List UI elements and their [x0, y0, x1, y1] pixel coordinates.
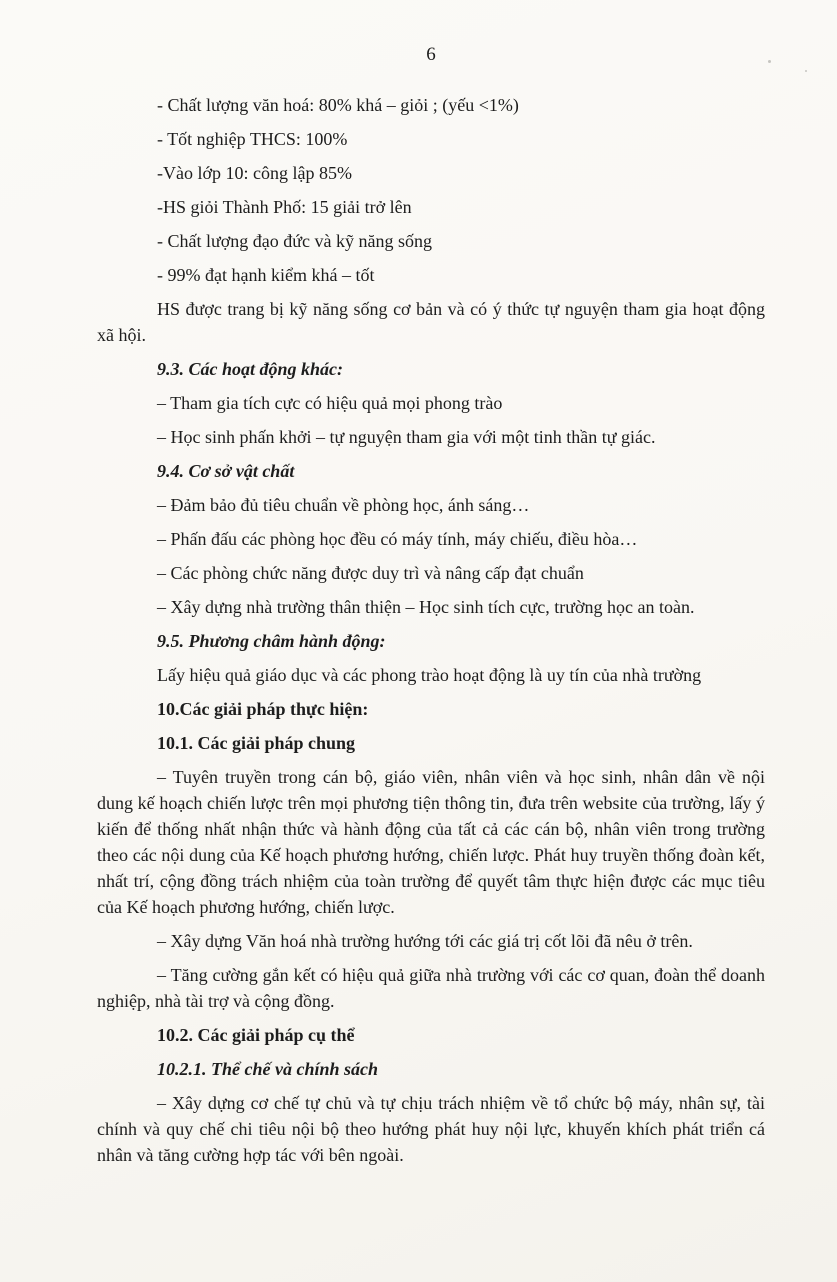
list-item-grade10: -Vào lớp 10: công lập 85% — [157, 163, 352, 183]
paragraph-partnerships: – Tăng cường gắn kết có hiệu quả giữa nhà trường với các cơ quan, đoàn thể doanh nghiệp, nhà tài trợ và cộng đồng. — [97, 965, 765, 1011]
paragraph-autonomy: – Xây dựng cơ chế tự chủ và tự chịu trách nhiệm về tổ chức bộ máy, nhân sự, tài chính và quy chế chi tiêu nội bộ theo hướng phát huy nội lực, khuyến khích phát triển cá nhân và tăng cường hợp tác với bên ngoài. — [97, 1093, 765, 1165]
list-item-participation: – Tham gia tích cực có hiệu quả mọi phong trào — [157, 393, 503, 413]
list-item-student-spirit: – Học sinh phấn khởi – tự nguyện tham gia với một tinh thần tự giác. — [157, 427, 656, 447]
page-number: 6 — [426, 44, 436, 65]
paragraph-propaganda: – Tuyên truyền trong cán bộ, giáo viên, nhân viên và học sinh, nhân dân về nội dung kế hoạch chiến lược trên mọi phương tiện thông tin, đưa trên website của trường, lấy ý kiến để thống nhất nhận thức và hành động của tất cả các cán bộ, nhân viên trong trường theo các nội dung của Kế hoạch phương hướng, chiến lược. Phát huy truyền thống đoàn kết, nhất trí, cộng đồng trách nhiệm của toàn trường để quyết tâm thực hiện được các mục tiêu của Kế hoạch phương hướng, chiến lược. — [97, 767, 765, 917]
list-item-city-awards: -HS giỏi Thành Phố: 15 giải trở lên — [157, 197, 412, 217]
scan-speck — [768, 60, 771, 63]
heading-10-2-1: 10.2.1. Thể chế và chính sách — [157, 1059, 379, 1079]
list-item-ethics: - Chất lượng đạo đức và kỹ năng sống — [157, 231, 432, 251]
heading-10-2: 10.2. Các giải pháp cụ thể — [157, 1025, 355, 1045]
paragraph-life-skills: HS được trang bị kỹ năng sống cơ bản và có ý thức tự nguyện tham gia hoạt động xã hội. — [97, 299, 765, 345]
list-item-equipment: – Phấn đấu các phòng học đều có máy tính, máy chiếu, điều hòa… — [157, 529, 638, 549]
heading-9-5: 9.5. Phương châm hành động: — [157, 631, 386, 651]
heading-9-3: 9.3. Các hoạt động khác: — [157, 359, 344, 379]
heading-9-4: 9.4. Cơ sở vật chất — [157, 461, 295, 481]
list-item-graduation: - Tốt nghiệp THCS: 100% — [157, 129, 348, 149]
scan-speck — [805, 70, 807, 72]
paragraph-motto: Lấy hiệu quả giáo dục và các phong trào hoạt động là uy tín của nhà trường — [157, 665, 702, 685]
list-item-quality-culture: - Chất lượng văn hoá: 80% khá – giỏi ; (yếu <1%) — [157, 95, 519, 115]
heading-10: 10.Các giải pháp thực hiện: — [157, 699, 369, 719]
list-item-function-rooms: – Các phòng chức năng được duy trì và nâng cấp đạt chuẩn — [157, 563, 584, 583]
list-item-friendly-school: – Xây dựng nhà trường thân thiện – Học sinh tích cực, trường học an toàn. — [157, 597, 695, 617]
list-item-classroom-standards: – Đảm bảo đủ tiêu chuẩn về phòng học, ánh sáng… — [157, 495, 530, 515]
list-item-school-culture: – Xây dựng Văn hoá nhà trường hướng tới các giá trị cốt lõi đã nêu ở trên. — [157, 931, 693, 951]
heading-10-1: 10.1. Các giải pháp chung — [157, 733, 356, 753]
list-item-conduct: - 99% đạt hạnh kiểm khá – tốt — [157, 265, 375, 285]
